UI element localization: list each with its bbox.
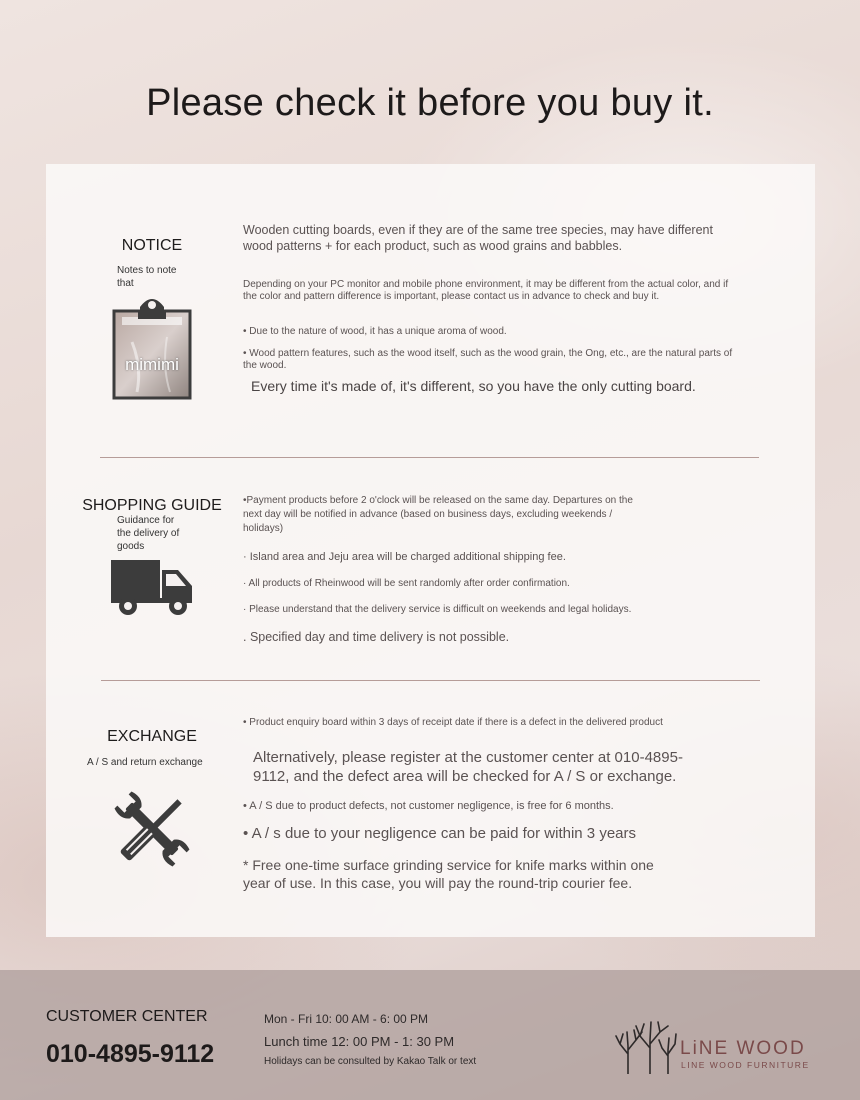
notice-line-4: • Wood pattern features, such as the wood itself, such as the wood grain, the Ong, etc., are the natural parts of the wood. [243, 348, 733, 371]
tree-logo-icon [614, 1018, 678, 1074]
shopping-title: SHOPPING GUIDE [82, 497, 222, 514]
brand-name: LiNE WOOD [680, 1038, 806, 1059]
page-headline: Please check it before you buy it. [146, 82, 714, 124]
truck-icon [110, 558, 194, 616]
lunch-hours: Lunch time 12: 00 PM - 1: 30 PM [264, 1034, 455, 1049]
exchange-line-3: • A / S due to product defects, not customer negligence, is free for 6 months. [243, 800, 614, 812]
shopping-line-2: · Island area and Jeju area will be charged additional shipping fee. [243, 551, 566, 563]
customer-center-phone[interactable]: 010-4895-9112 [46, 1040, 215, 1068]
shopping-line-4: · Please understand that the delivery service is difficult on weekends and legal holidays. [243, 604, 632, 615]
info-panel [46, 164, 815, 937]
notice-subtitle: Notes to note that [117, 265, 177, 289]
clipboard-label: mimimi [125, 355, 179, 374]
tools-icon [110, 788, 194, 870]
holiday-note: Holidays can be consulted by Kakao Talk or text [264, 1056, 477, 1067]
exchange-line-4: • A / s due to your negligence can be paid for within 3 years [243, 825, 636, 842]
notice-line-1: Wooden cutting boards, even if they are of the same tree species, may have different wood patterns + for each product, such as wood grains and babbles. [243, 223, 713, 253]
brand-subtitle: LINE WOOD FURNITURE [681, 1060, 810, 1070]
shopping-line-1: •Payment products before 2 o'clock will be released on the same day. Departures on the next day will be notified in advance (based on business days, excluding weekends / holidays) [243, 495, 633, 534]
exchange-line-5: * Free one-time surface grinding service for knife marks within one year of use. In this case, you will pay the round-trip courier fee. [243, 857, 654, 891]
shopping-subtitle: Guidance for the delivery of goods [117, 515, 180, 552]
business-hours: Mon - Fri 10: 00 AM - 6: 00 PM [264, 1012, 429, 1026]
footer [0, 970, 860, 1100]
exchange-subtitle: A / S and return exchange [87, 757, 203, 768]
divider-1 [100, 457, 759, 458]
exchange-line-2: Alternatively, please register at the customer center at 010-4895-9112, and the defect area will be checked for A / S or exchange. [253, 749, 683, 785]
exchange-line-1: • Product enquiry board within 3 days of receipt date if there is a defect in the delivered product [243, 717, 663, 728]
shopping-line-5: . Specified day and time delivery is not possible. [243, 630, 510, 644]
notice-line-5: Every time it's made of, it's different, so you have the only cutting board. [251, 378, 696, 394]
notice-title: NOTICE [121, 237, 183, 254]
clipboard-icon [112, 297, 192, 400]
shopping-line-3: · All products of Rheinwood will be sent randomly after order confirmation. [243, 578, 570, 589]
customer-center-title: CUSTOMER CENTER [46, 1008, 208, 1025]
divider-2 [101, 680, 760, 681]
exchange-title: EXCHANGE [107, 728, 197, 745]
notice-line-2: Depending on your PC monitor and mobile phone environment, it may be different from the actual color, and if the color and pattern difference is important, please contact us in advance to check and buy it. [243, 279, 729, 302]
notice-line-3: • Due to the nature of wood, it has a unique aroma of wood. [243, 326, 507, 337]
clipboard-image [112, 297, 192, 400]
